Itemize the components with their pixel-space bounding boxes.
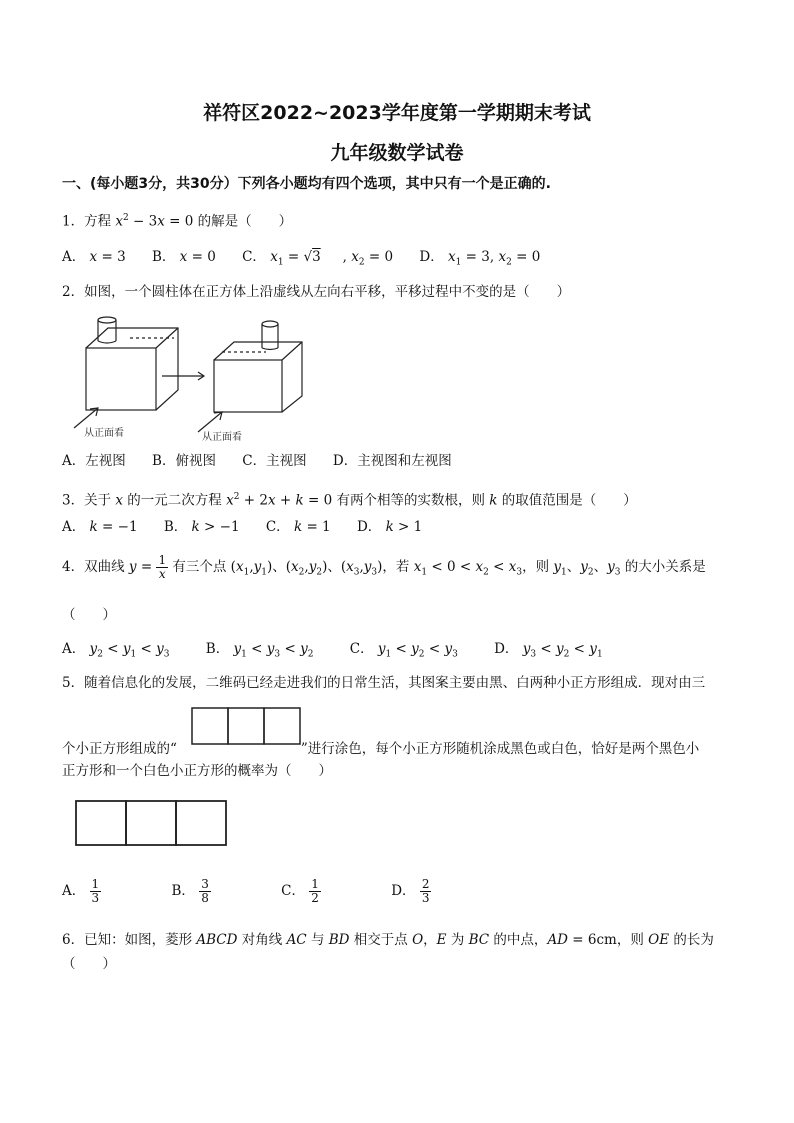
option-c: C． k = 1 [265,519,331,535]
view-label-left: 从正面看 [84,428,124,439]
section-heading: 一、(每小题3分，共30分）下列各小题均有四个选项，其中只有一个是正确的. [62,176,551,192]
view-label-right: 从正面看 [202,432,242,443]
option-c: C．主视图 [242,453,307,469]
option-a: A． k = −1 [62,519,138,535]
option-c: C． $x_1 = √3$ , $x_2 = 0$ [242,249,394,268]
question-1: 1．方程 $x^2 - 3x = 0$ 的解是（ ） [62,213,293,230]
question-5-options [62,878,497,905]
question-1-options [62,248,562,272]
option-d: D．主视图和左视图 [332,453,452,469]
three-squares-large [74,799,228,847]
question-4: 4．双曲线 y = $\frac{1}{x}$ 有三个点 $(x_1,y_1)$、$(x_2,y_2)$、$(x_3,y_3)$，若 $x_1 < 0 < x_2 < x_3$，则 $y_1$、$y_2$、$y_3$ 的大小关系是 [62,553,706,581]
option-a: A． x = 3 [62,249,126,265]
question-2: 2．如图，一个圆柱体在正方体上沿虚线从左向右平移，平移过程中不变的是（ ） [62,284,571,300]
question-2-options [62,452,474,470]
option-b: B． $y_1 < y_3 < y_2$ [205,641,314,660]
option-d: D． $\frac{2}{3}$ [391,877,430,905]
option-b: B．俯视图 [152,453,216,469]
question-6-paren: （ ） [62,956,116,972]
option-b: B． k > −1 [163,519,240,535]
question-6: 6．已知：如图，菱形 ABCD 对角线 AC 与 BD 相交于点 O，E 为 BC 的中点，AD = 6cm，则 OE 的长为 [62,932,714,948]
option-c: C． $\frac{1}{2}$ [281,877,319,905]
exam-subtitle: 九年级数学试卷 [330,142,464,164]
exam-title: 祥符区2022~2023学年度第一学期期末考试 [203,102,591,124]
question-3-options [62,518,444,536]
question-3: 3．关于 x 的一元二次方程 $x^2 + 2x + k = 0$ 有两个相等的实数根，则 k 的取值范围是（ ） [62,492,637,509]
option-d: D． $y_3 < y_2 < y_1$ [494,641,603,660]
option-a: A． $y_2 < y_1 < y_3$ [62,641,170,660]
question-4-options [62,640,625,664]
option-b: B． $\frac{3}{8}$ [171,877,209,905]
option-d: D． k > 1 [356,519,423,535]
question-4-paren: （ ） [62,607,116,623]
option-b: B． x = 0 [151,249,216,265]
question-5-line1: 5．随着信息化的发展，二维码已经走进我们的日常生活，其图案主要由黑、白两种小正方形组成．现对由三 [62,675,706,691]
option-a: A．左视图 [62,453,126,469]
option-d: D． $x_1 = 3$, $x_2 = 0$ [419,249,541,268]
question-5-line2: 个小正方形组成的“ ”进行涂色，每个小正方形随机涂成黑色或白色，恰好是两个黑色小 [62,741,700,757]
option-a: A． $\frac{1}{3}$ [62,877,100,905]
option-c: C． $y_1 < y_2 < y_3$ [349,641,458,660]
question-5-line3: 正方形和一个白色小正方形的概率为（ ） [62,763,332,779]
question-2-figure [62,308,312,448]
